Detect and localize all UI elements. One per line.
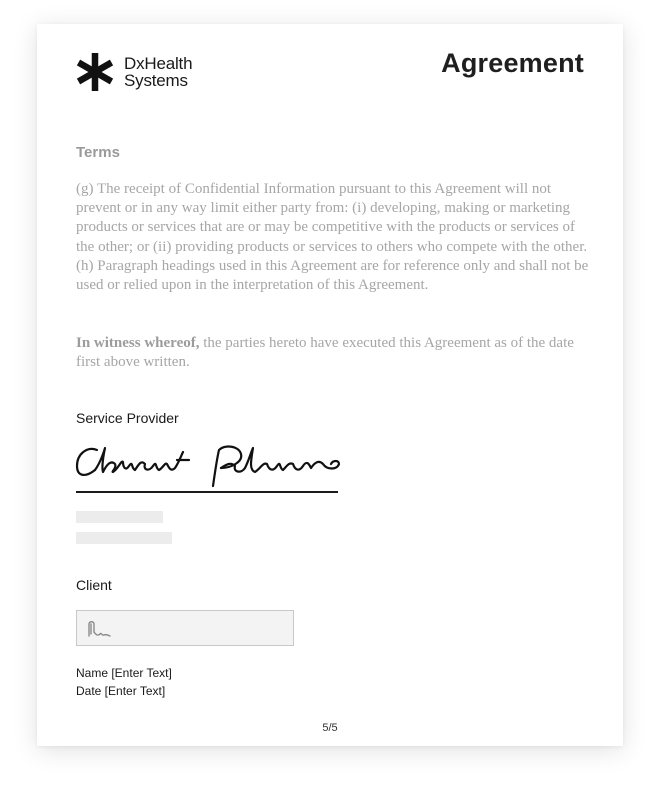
- asterisk-logo-icon: [75, 52, 115, 92]
- client-date-field[interactable]: Date [Enter Text]: [76, 684, 166, 698]
- client-label: Client: [76, 577, 112, 593]
- terms-body: [76, 180, 591, 295]
- document-title: Agreement: [441, 48, 584, 78]
- witness-bold: In witness whereof,: [76, 335, 200, 351]
- service-provider-label: Service Provider: [76, 410, 179, 426]
- client-signature-field[interactable]: [76, 610, 294, 646]
- company-name-line1: DxHealth: [124, 54, 193, 73]
- company-name: [124, 55, 192, 89]
- client-name-field[interactable]: Name [Enter Text]: [76, 666, 172, 680]
- page-number: 5/5: [322, 722, 338, 734]
- document-page: [37, 24, 623, 746]
- terms-heading: Terms: [76, 144, 120, 161]
- signature-pen-icon: [86, 618, 112, 640]
- terms-paragraph-h: (h) Paragraph headings used in this Agreement are for reference only and shall not be used or relied upon in the interpretation of this Agreement.: [76, 257, 589, 294]
- service-provider-signature: [75, 438, 343, 494]
- company-name-line2: Systems: [124, 71, 188, 90]
- witness-statement: [76, 334, 591, 372]
- witness-rest: the parties hereto have executed this Agreement as of the date first above written.: [76, 335, 574, 371]
- provider-date-placeholder: [76, 532, 172, 544]
- provider-name-placeholder: [76, 511, 163, 523]
- signature-line: [76, 491, 338, 493]
- company-logo: [75, 52, 192, 92]
- terms-paragraph-g: (g) The receipt of Confidential Information pursuant to this Agreement will not prevent or in any way limit either party from: (i) developing, making or marketing products or services that are or may be competitive with the products or services of the other; or (ii) providing products or services to others who compete with the other.: [76, 181, 588, 255]
